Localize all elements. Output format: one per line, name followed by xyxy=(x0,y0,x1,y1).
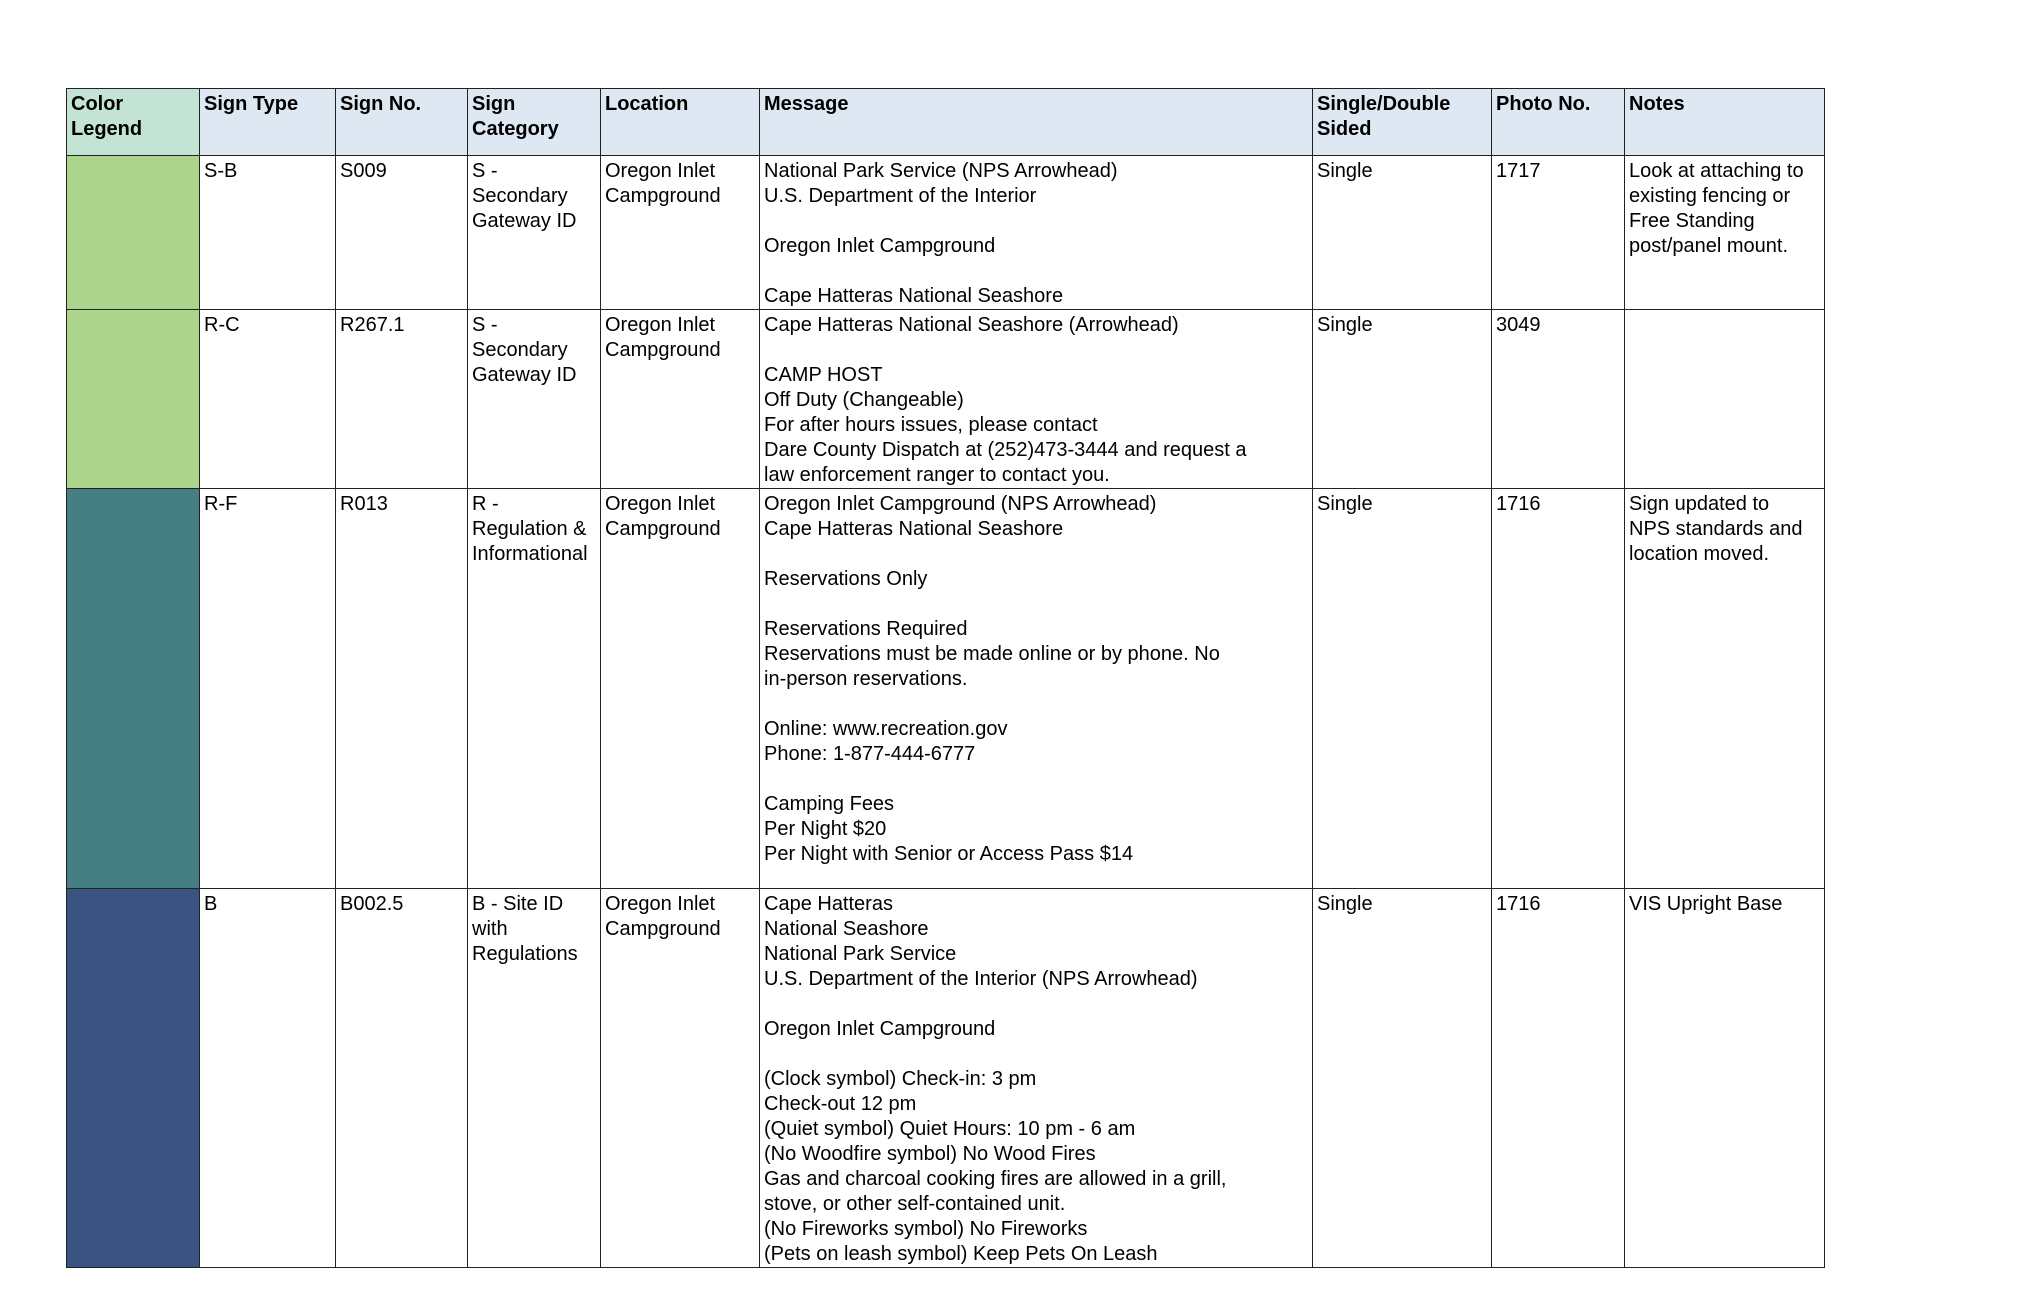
table-row xyxy=(67,310,1825,489)
table-row xyxy=(67,489,1825,889)
header-sign-no: Sign No. xyxy=(336,89,468,156)
cell-sign-category: S - Secondary Gateway ID xyxy=(468,310,601,489)
table-row xyxy=(67,889,1825,1268)
cell-sign-type: R-C xyxy=(200,310,336,489)
cell-sided: Single xyxy=(1313,156,1492,310)
header-message: Message xyxy=(760,89,1313,156)
cell-notes xyxy=(1625,310,1825,489)
cell-notes: Look at attaching to existing fencing or Free Standing post/panel mount. xyxy=(1625,156,1825,310)
cell-sign-type: B xyxy=(200,889,336,1268)
cell-photo-no: 1716 xyxy=(1492,889,1625,1268)
cell-message: Cape Hatteras National Seashore National Park Service U.S. Department of the Interior (NPS Arrowhead) Oregon Inlet Campground (Clock symbol) Check-in: 3 pm Check-out 12 pm (Quiet symbol) Quiet Hours: 10 pm - 6 am (No Woodfire symbol) No Wood Fires Gas and charcoal cooking fires are allowed in a grill, stove, or other self-contained unit. (No Fireworks symbol) No Fireworks (Pets on leash symbol) Keep Pets On Leash xyxy=(760,889,1313,1268)
header-sided: Single/Double Sided xyxy=(1313,89,1492,156)
header-color-legend: Color Legend xyxy=(67,89,200,156)
cell-sided: Single xyxy=(1313,889,1492,1268)
sign-inventory-table xyxy=(66,88,1825,1268)
cell-message: Oregon Inlet Campground (NPS Arrowhead) Cape Hatteras National Seashore Reservations Only Reservations Required Reservations must be made online or by phone. No in-person reservations. Online: www.recreation.gov Phone: 1-877-444-6777 Camping Fees Per Night $20 Per Night with Senior or Access Pass $14 xyxy=(760,489,1313,889)
cell-notes: Sign updated to NPS standards and location moved. xyxy=(1625,489,1825,889)
header-sign-type: Sign Type xyxy=(200,89,336,156)
cell-sign-type: R-F xyxy=(200,489,336,889)
cell-sign-no: S009 xyxy=(336,156,468,310)
color-swatch xyxy=(67,156,200,310)
cell-location: Oregon Inlet Campground xyxy=(601,156,760,310)
cell-location: Oregon Inlet Campground xyxy=(601,310,760,489)
cell-message: National Park Service (NPS Arrowhead) U.S. Department of the Interior Oregon Inlet Campground Cape Hatteras National Seashore xyxy=(760,156,1313,310)
header-location: Location xyxy=(601,89,760,156)
cell-location: Oregon Inlet Campground xyxy=(601,889,760,1268)
header-row xyxy=(67,89,1825,156)
cell-photo-no: 1716 xyxy=(1492,489,1625,889)
cell-sign-no: R013 xyxy=(336,489,468,889)
cell-notes: VIS Upright Base xyxy=(1625,889,1825,1268)
cell-sign-category: B - Site ID with Regulations xyxy=(468,889,601,1268)
header-photo-no: Photo No. xyxy=(1492,89,1625,156)
cell-message: Cape Hatteras National Seashore (Arrowhead) CAMP HOST Off Duty (Changeable) For after hours issues, please contact Dare County Dispatch at (252)473-3444 and request a law enforcement ranger to contact you. xyxy=(760,310,1313,489)
cell-sided: Single xyxy=(1313,310,1492,489)
color-swatch xyxy=(67,889,200,1268)
cell-photo-no: 3049 xyxy=(1492,310,1625,489)
header-sign-category: Sign Category xyxy=(468,89,601,156)
cell-sign-type: S-B xyxy=(200,156,336,310)
cell-sign-no: B002.5 xyxy=(336,889,468,1268)
cell-sided: Single xyxy=(1313,489,1492,889)
cell-sign-category: S - Secondary Gateway ID xyxy=(468,156,601,310)
header-notes: Notes xyxy=(1625,89,1825,156)
color-swatch xyxy=(67,489,200,889)
cell-location: Oregon Inlet Campground xyxy=(601,489,760,889)
cell-sign-no: R267.1 xyxy=(336,310,468,489)
color-swatch xyxy=(67,310,200,489)
cell-photo-no: 1717 xyxy=(1492,156,1625,310)
table-row xyxy=(67,156,1825,310)
cell-sign-category: R - Regulation & Informational xyxy=(468,489,601,889)
